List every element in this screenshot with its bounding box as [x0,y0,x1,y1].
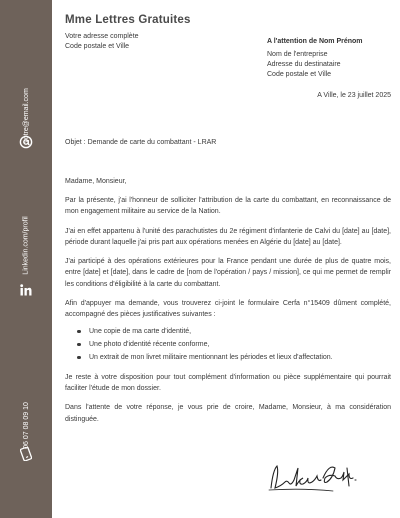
list-item: Un extrait de mon livret militaire mentionnant les périodes et lieux d'affectation. [77,351,391,364]
letter-date: A Ville, le 23 juillet 2025 [317,92,391,99]
greeting: Madame, Monsieur, [65,178,127,185]
signature [263,458,363,498]
recipient-attention: A l'attention de Nom Prénom [267,38,363,45]
list-item: Une photo d'identité récente conforme, [77,338,391,351]
sender-city: Code postale et Ville [65,43,130,50]
paragraph: Par la présente, j'ai l'honneur de solliciter l'attribution de la carte du combattant, en reconnaissance de mon engagement militaire au service de la Nation. [65,197,391,216]
closing-paragraph: Je reste à votre disposition pour tout complément d'information ou pièce supplémentaire qui pourrait faciliter l'étude de mon dossier. [65,373,391,392]
linkedin-icon [16,280,36,300]
sidebar-linkedin[interactable] [6,200,46,290]
recipient-address: Adresse du destinataire [267,61,341,68]
closing-paragraph: Dans l'attente de votre réponse, je vous prie de croire, Madame, Monsieur, à ma considération distinguée. [65,404,391,423]
attachments-list [77,325,391,364]
sender-name: Mme Lettres Gratuites [65,14,191,26]
letter-content [65,0,391,518]
paragraph: J'ai en effet appartenu à l'unité des parachutistes du 2e régiment d'infanterie de Calvi du [date] au [date], période durant laquelle j'ai pris part aux opérations menées en Algérie du [date] au [date]. [65,227,391,246]
letter-body [65,178,391,433]
email-text: votre@email.com [22,87,30,143]
recipient-block [267,38,391,80]
recipient-city: Code postale et Ville [267,71,332,78]
sender-address: Votre adresse complète [65,33,139,40]
phone-text: 06 07 08 09 10 [22,401,30,449]
phone-icon [16,444,36,464]
letter-subject: Objet : Demande de carte du combattant - LRAR [65,139,217,146]
sidebar [0,0,52,518]
recipient-company: Nom de l'entreprise [267,51,328,58]
linkedin-text: Linkedin.com/profil [22,215,30,275]
list-item: Une copie de ma carte d'identité, [77,325,391,338]
paragraph: J'ai participé à des opérations extérieures pour la France pendant une durée de plus de quatre mois, entre [date] et [date], dans le cadre de [nom de l'opération / pays / mission], ce qui me permet de remplir les conditions d'éligibilité à la carte du combattant. [65,258,391,288]
at-icon [16,132,36,152]
paragraph: Afin d'appuyer ma demande, vous trouverez ci-joint le formulaire Cerfa n°15409 dûment complété, accompagné des pièces justificatives suivantes : [65,300,391,319]
